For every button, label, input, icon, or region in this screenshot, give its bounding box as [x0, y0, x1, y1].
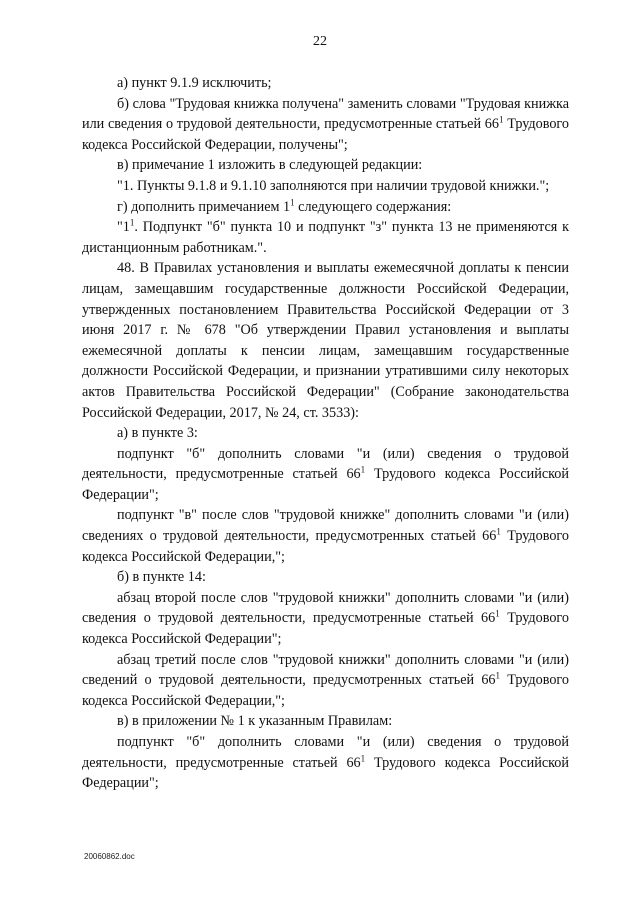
- paragraph-v-appendix-1: в) в приложении № 1 к указанным Правилам:: [117, 713, 393, 730]
- paragraph-a-delete-item: а) пункт 9.1.9 исключить;: [117, 75, 272, 91]
- paragraph-c-note-1: в) примечание 1 изложить в следующей редакции:: [117, 157, 423, 174]
- paragraph-a-item-3: а) в пункте 3:: [117, 425, 198, 442]
- paragraph-subitem-b: подпункт "б" дополнить словами "и (или) сведения о трудовой деятельности, предусмотренные статьей $66^1$ Трудового кодекса Российской Федерации";: [82, 445, 569, 503]
- paragraph-b-item-14: б) в пункте 14:: [117, 569, 206, 586]
- paragraph-d-add-note: г) дополнить примечанием $1^1$ следующего содержания:: [117, 196, 452, 215]
- paragraph-note-1-1-text: "$1^1$. Подпункт "б" пункта 10 и подпункт "з" пункта 13 не применяются к дистанционным работникам.".: [82, 217, 569, 256]
- page-number: 22: [313, 34, 327, 49]
- paragraph-appendix-subitem-b: подпункт "б" дополнить словами "и (или) сведения о трудовой деятельности, предусмотренные статьей $66^1$ Трудового кодекса Российской Федерации";: [82, 734, 569, 792]
- paragraph-abzac-3: абзац третий после слов "трудовой книжки" дополнить словами "и (или) сведений о трудовой деятельности, предусмотренных статьей $66^1$ Трудового кодекса Российской Федерации,";: [82, 651, 569, 709]
- paragraph-subitem-v: подпункт "в" после слов "трудовой книжке" дополнить словами "и (или) сведениях о трудовой деятельности, предусмотренных статьей $66^1$ Трудового кодекса Российской Федерации,";: [82, 507, 569, 565]
- paragraph-b-replace-words: б) слова "Трудовая книжка получена" заменить словами "Трудовая книжка или сведения о трудовой деятельности, предусмотренные статьей $66^1$ Трудового кодекса Российской Федерации, получены";: [82, 95, 569, 153]
- document-body: [82, 73, 569, 794]
- paragraph-note-1-text: "1. Пункты 9.1.8 и 9.1.10 заполняются при наличии трудовой книжки.";: [117, 177, 550, 194]
- paragraph-48-rules: 48. В Правилах установления и выплаты ежемесячной доплаты к пенсии лицам, замещавшим государственные должности Российской Федерации, утвержденных постановлением Правительства Российской Федерации от 3 июня 2017 г. № 678 "Об утверждении Правил установления и выплаты ежемесячной доплаты к пенсии лицам, замещавшим государственные должности Российской Федерации, и признании утратившими силу некоторых актов Правительства Российской Федерации" (Собрание законодательства Российской Федерации, 2017, № 24, ст. 3533):: [82, 260, 569, 421]
- paragraph-abzac-2: абзац второй после слов "трудовой книжки" дополнить словами "и (или) сведения о трудовой деятельности, предусмотренные статьей $66^1$ Трудового кодекса Российской Федерации";: [82, 589, 569, 648]
- footer-filename: 20060862.doc: [84, 852, 135, 861]
